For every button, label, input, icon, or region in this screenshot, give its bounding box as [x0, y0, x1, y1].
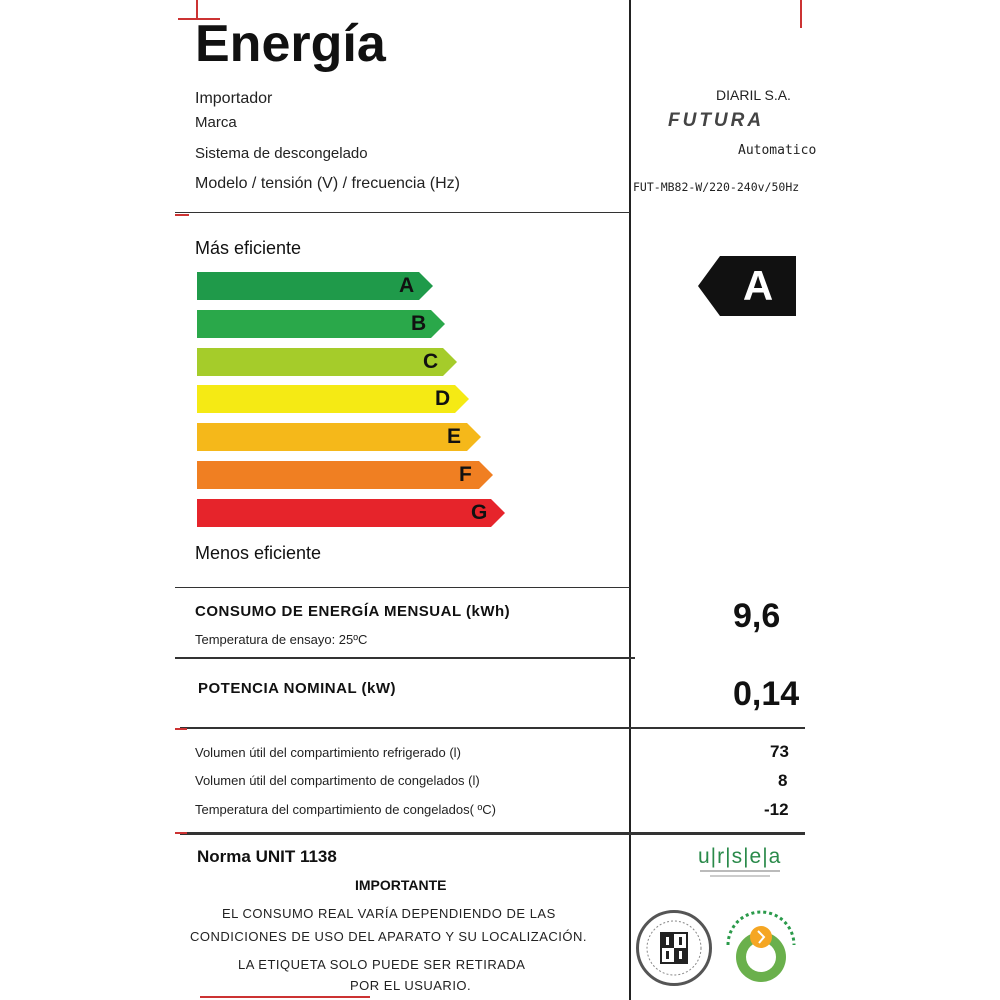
note-line: POR EL USUARIO. [350, 978, 472, 993]
spec-value: 73 [770, 742, 789, 761]
trim-mark [175, 832, 187, 834]
potencia-value: 0,14 [733, 675, 800, 713]
ursea-logo: u|r|s|e|a [698, 845, 782, 868]
scale-bottom-label: Menos eficiente [195, 543, 322, 563]
spec-label: Volumen útil del compartimiento refrigerado (l) [195, 745, 461, 760]
center-divider [629, 0, 631, 1000]
sistema-value: Automatico [738, 143, 817, 158]
spec-label: Temperatura del compartimiento de congelados( ºC) [195, 802, 497, 817]
efficiency-bar-letter: C [423, 349, 439, 373]
efficiency-bar-letter: E [447, 425, 462, 449]
efficiency-bar-tip [467, 423, 481, 451]
efficiency-bar-f [197, 461, 493, 489]
note-line: CONDICIONES DE USO DEL APARATO Y SU LOCALIZACIÓN. [190, 929, 588, 944]
trim-mark [175, 214, 189, 216]
futura-brand-logo: FUTURA [668, 110, 765, 131]
efficiency-bar-tip [455, 385, 469, 413]
consumo-value: 9,6 [733, 597, 781, 635]
consumo-label: CONSUMO DE ENERGÍA MENSUAL (kWh) [195, 603, 511, 620]
eficiencia-energetica-seal [718, 905, 804, 991]
efficiency-bar-tip [419, 272, 433, 300]
divider-consumo [175, 657, 635, 659]
rating-arrow-tip [698, 256, 720, 316]
unit-seal-logo [636, 910, 712, 986]
note-line: LA ETIQUETA SOLO PUEDE SER RETIRADA [238, 957, 526, 972]
efficiency-bar-tip [443, 348, 457, 376]
spec-value: -12 [764, 800, 789, 819]
efficiency-bar-body [197, 272, 419, 300]
efficiency-bar-tip [431, 310, 445, 338]
unit-seal-icon [639, 913, 709, 983]
importador-label: Importador [195, 90, 273, 107]
spec-label: Volumen útil del compartimento de congelados (l) [195, 773, 480, 788]
norma-text: Norma UNIT 1138 [197, 847, 337, 866]
potencia-label: POTENCIA NOMINAL (kW) [198, 680, 396, 697]
efficiency-bar-a [197, 272, 433, 300]
trim-mark [800, 0, 802, 28]
leaf-icon [718, 905, 804, 991]
efficiency-bar-letter: G [471, 500, 488, 524]
divider-potencia [180, 727, 805, 729]
efficiency-bar-e [197, 423, 481, 451]
divider-header [175, 212, 630, 213]
modelo-label: Modelo / tensión (V) / frecuencia (Hz) [195, 175, 460, 192]
importante-heading: IMPORTANTE [355, 877, 447, 893]
divider-scale [175, 587, 630, 588]
label-title: Energía [195, 15, 386, 73]
sistema-label: Sistema de descongelado [195, 145, 368, 162]
modelo-value: FUT-MB82-W/220-240v/50Hz [633, 180, 800, 194]
efficiency-bar-letter: F [459, 463, 472, 486]
note-line: EL CONSUMO REAL VARÍA DEPENDIENDO DE LAS [222, 906, 556, 921]
trim-mark [200, 996, 370, 998]
efficiency-bar-body [197, 461, 479, 489]
efficiency-bar-tip [479, 461, 493, 489]
efficiency-bar-tip [491, 499, 505, 527]
efficiency-bar-body [197, 499, 491, 527]
marca-label: Marca [195, 114, 237, 131]
efficiency-bar-body [197, 423, 467, 451]
efficiency-rating-arrow [698, 256, 796, 316]
consumo-sublabel: Temperatura de ensayo: 25ºC [195, 632, 368, 647]
efficiency-bar-letter: B [411, 311, 427, 335]
efficiency-bar-g [197, 499, 505, 527]
scale-top-label: Más eficiente [195, 238, 302, 258]
efficiency-bar-d [197, 385, 469, 413]
efficiency-bar-body [197, 385, 455, 413]
efficiency-bar-body [197, 348, 443, 376]
efficiency-bar-b [197, 310, 445, 338]
ursea-logo-subtext [700, 870, 810, 877]
divider-specs [180, 832, 805, 835]
importador-value: DIARIL S.A. [716, 87, 791, 103]
efficiency-bar-letter: A [399, 274, 415, 297]
spec-value: 8 [778, 771, 788, 790]
trim-mark [175, 728, 187, 730]
efficiency-bar-c [197, 348, 457, 376]
rating-letter: A [742, 262, 774, 309]
efficiency-bar-body [197, 310, 431, 338]
efficiency-bar-letter: D [435, 387, 451, 411]
